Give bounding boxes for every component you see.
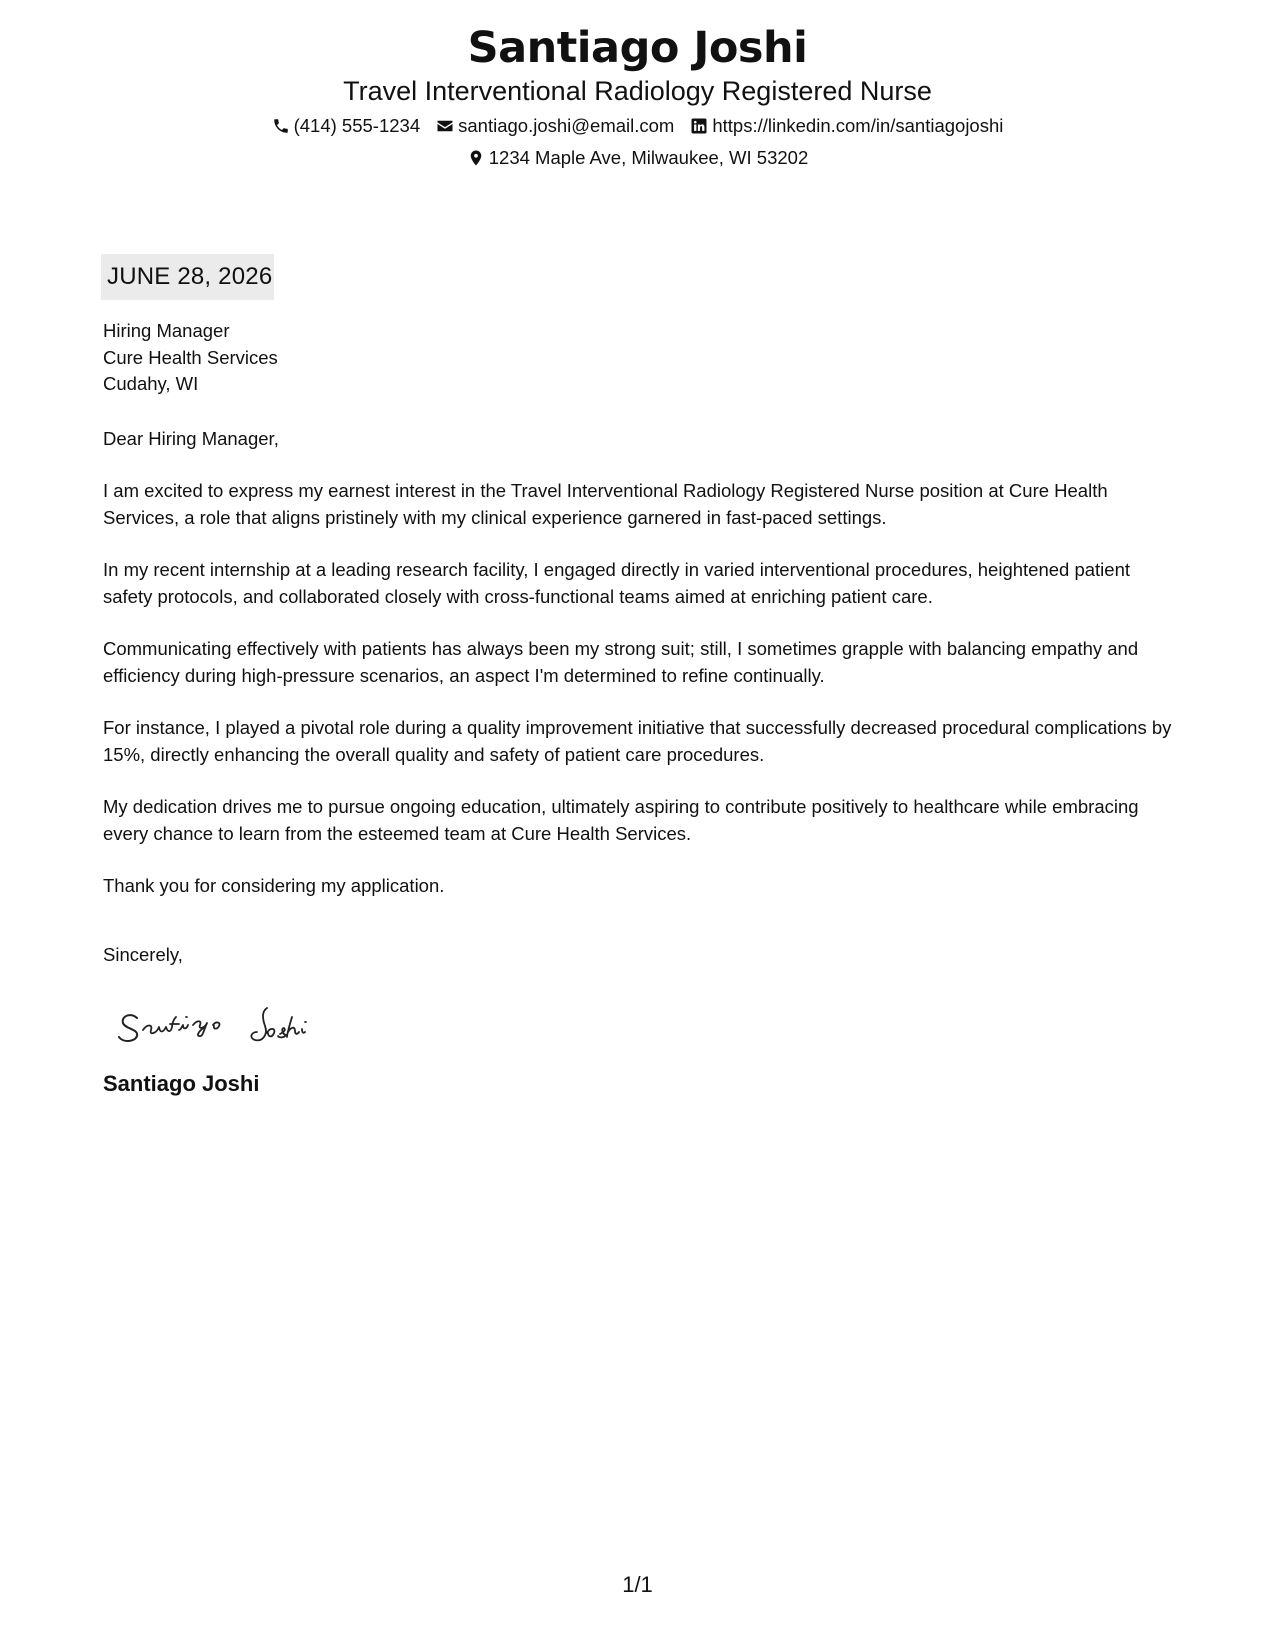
handwritten-signature xyxy=(117,996,357,1048)
applicant-name: Santiago Joshi xyxy=(467,23,808,73)
paragraph: In my recent internship at a leading research facility, I engaged directly in varied interventional procedures, heightened patient safety protocols, and collaborated closely with cross-functional teams aimed at enriching patient care. xyxy=(103,559,1131,607)
paragraph: My dedication drives me to pursue ongoing education, ultimately aspiring to contribute positively to healthcare while embracing every chance to learn from the esteemed team at Cure Health Services. xyxy=(103,796,1139,844)
recipient-line: Cudahy, WI xyxy=(103,373,199,394)
paragraph: Communicating effectively with patients has always been my strong suit; still, I sometimes grapple with balancing empathy and efficiency during high-pressure scenarios, an aspect I'm determined to refine continually. xyxy=(103,638,1139,686)
job-title: Travel Interventional Radiology Registered Nurse xyxy=(343,76,932,106)
address-row xyxy=(0,146,1275,170)
closing: Sincerely, xyxy=(103,943,183,965)
page-number: 1/1 xyxy=(622,1572,653,1597)
phone-text: (414) 555-1234 xyxy=(293,115,421,136)
email-contact[interactable] xyxy=(436,114,674,138)
recipient-line: Hiring Manager xyxy=(103,320,230,341)
signature-image xyxy=(117,996,357,1048)
paragraph: For instance, I played a pivotal role during a quality improvement initiative that successfully decreased procedural complications by 15%, directly enhancing the overall quality and safety of patient care procedures. xyxy=(103,717,1172,765)
envelope-icon xyxy=(436,117,454,135)
linkedin-text: https://linkedin.com/in/santiagojoshi xyxy=(712,115,1004,136)
map-marker-icon xyxy=(467,149,485,167)
letter-date: JUNE 28, 2026 xyxy=(101,254,274,300)
paragraph: I am excited to express my earnest interest in the Travel Interventional Radiology Registered Nurse position at Cure Health Services, a role that aligns pristinely with my clinical experience garnered in fast-paced settings. xyxy=(103,480,1108,528)
phone-contact[interactable] xyxy=(272,114,421,138)
address-text: 1234 Maple Ave, Milwaukee, WI 53202 xyxy=(488,147,809,168)
email-text: santiago.joshi@email.com xyxy=(458,115,675,136)
address-contact xyxy=(467,146,809,170)
letter-header xyxy=(0,22,1275,170)
recipient-line: Cure Health Services xyxy=(103,346,278,368)
paragraph: Thank you for considering my application. xyxy=(103,875,445,896)
contact-row xyxy=(0,114,1275,138)
salutation: Dear Hiring Manager, xyxy=(103,427,279,449)
linkedin-contact[interactable] xyxy=(690,114,1003,138)
linkedin-icon xyxy=(690,117,708,135)
phone-icon xyxy=(272,117,290,135)
recipient-block xyxy=(103,318,1178,398)
letter-body xyxy=(103,254,1178,1098)
signer-name: Santiago Joshi xyxy=(103,1070,260,1096)
